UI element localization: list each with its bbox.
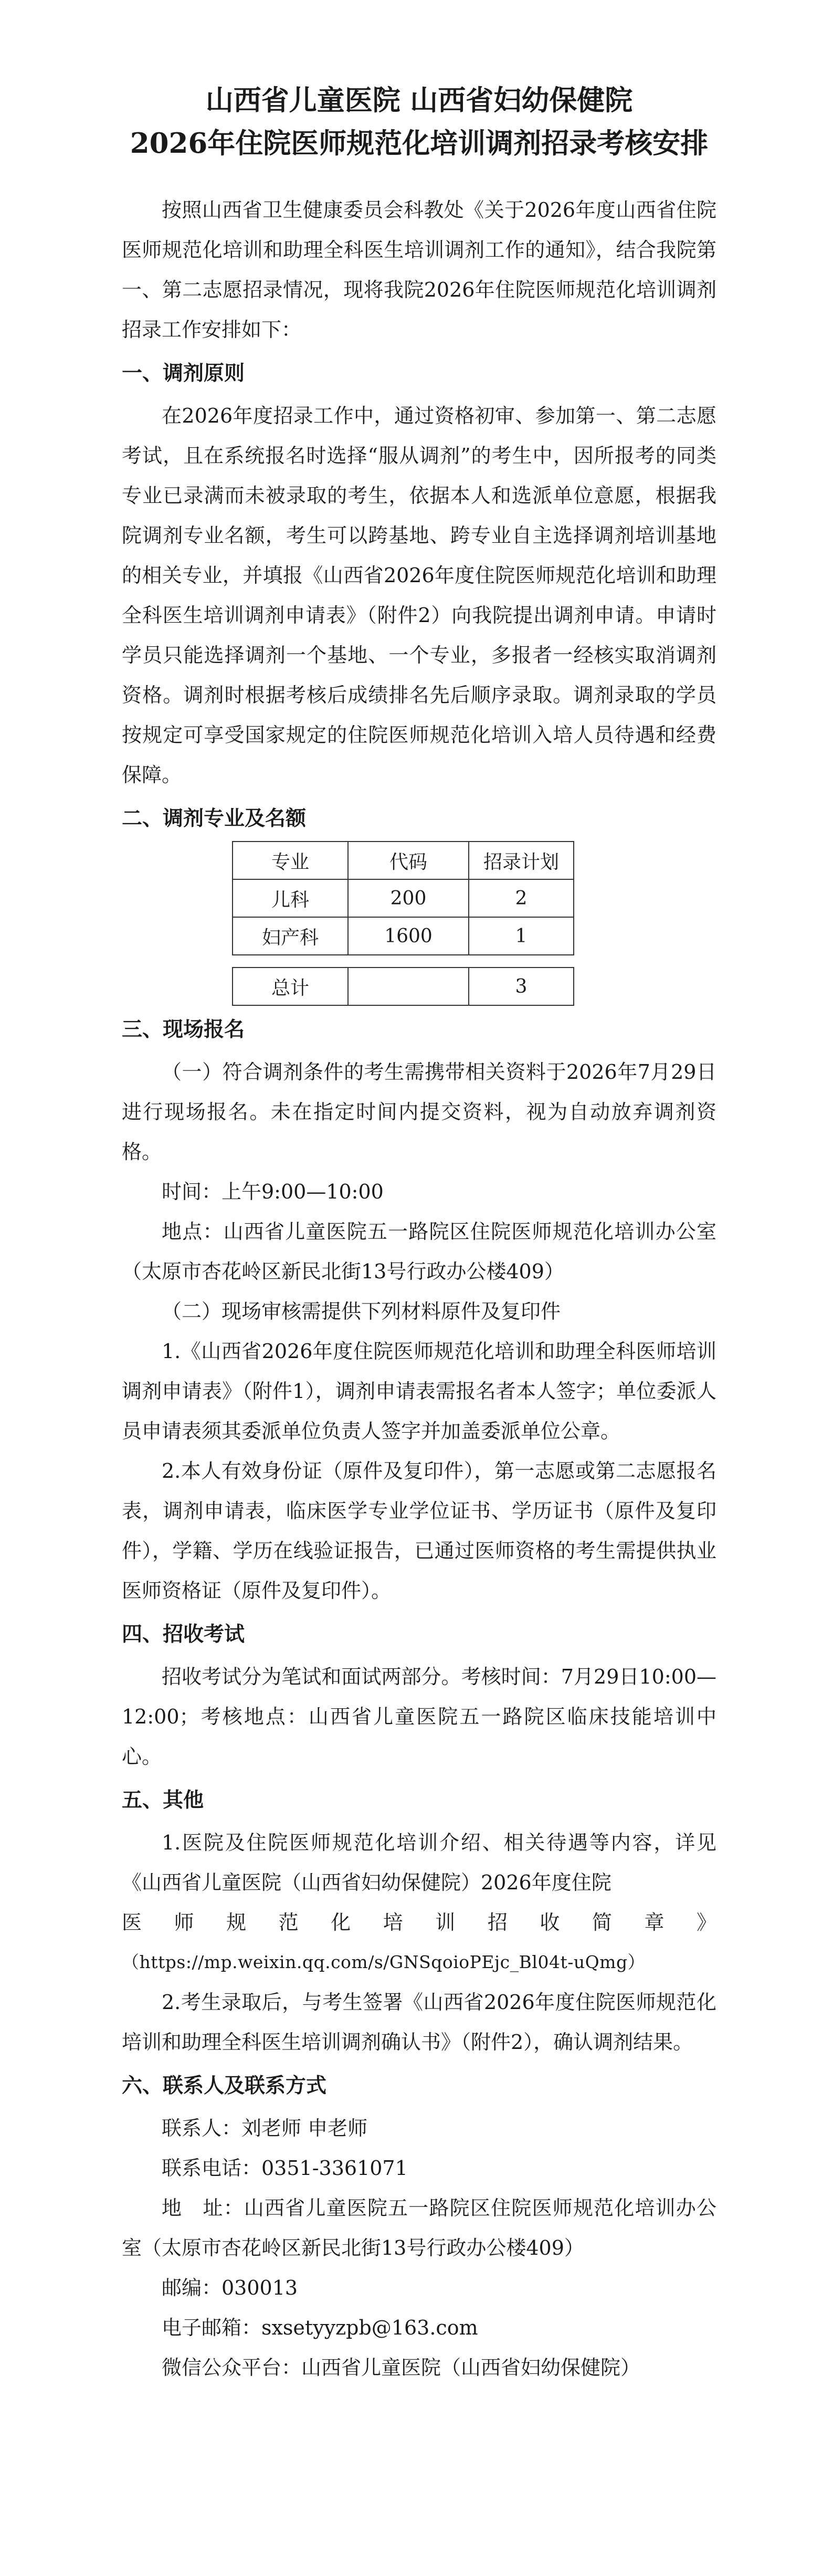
document-title (122, 79, 716, 165)
section-3-heading: 三、现场报名 (122, 1018, 245, 1042)
table-cell: 儿科 (233, 879, 348, 917)
contact-address: 地 址：山西省儿童医院五一路院区住院医师规范化培训办公室（太原市杏花岭区新民北街13号行政办公楼409） (122, 2196, 716, 2259)
quota-table (232, 841, 574, 955)
brochure-link[interactable]: （https://mp.weixin.qq.com/s/GNSqoioPEjc_Bl04t-uQmg） (122, 1952, 646, 1972)
section-5-heading: 五、其他 (122, 1789, 204, 1812)
section-4-heading: 四、招收考试 (122, 1623, 245, 1646)
intro-paragraph: 按照山西省卫生健康委员会科教处《关于2026年度山西省住院医师规范化培训和助理全科医生培训调剂工作的通知》，结合我院第一、第二志愿招录情况，现将我院2026年住院医师规范化培训调剂招录工作安排如下： (122, 198, 716, 341)
material-item-2: 2.本人有效身份证（原件及复印件），第一志愿或第二志愿报名表，调剂申请表，临床医学专业学位证书、学历证书（原件及复印件），学籍、学历在线验证报告，已通过医师资格的考生需提供执业医师资格证（原件及复印件）。 (122, 1459, 716, 1602)
contact-wechat: 微信公众平台：山西省儿童医院（山西省妇幼保健院） (162, 2356, 641, 2379)
registration-place: 地点：山西省儿童医院五一路院区住院医师规范化培训办公室（太原市杏花岭区新民北街13号行政办公楼409） (122, 1220, 716, 1283)
table-cell: 200 (348, 879, 469, 917)
table-cell: 妇产科 (233, 917, 348, 955)
section-3-paragraph-2: （二）现场审核需提供下列材料原件及复印件 (162, 1300, 561, 1323)
table-total-row (233, 968, 574, 1005)
table-row (233, 917, 574, 955)
table-header-cell: 专业 (233, 842, 348, 879)
section-3-paragraph-1: （一）符合调剂条件的考生需携带相关资料于2026年7月29日进行现场报名。未在指定时间内提交资料，视为自动放弃调剂资格。 (122, 1060, 716, 1163)
registration-time: 时间：上午9:00—10:00 (162, 1180, 384, 1203)
contact-postcode: 邮编：030013 (162, 2276, 298, 2299)
quota-table-wrapper (232, 841, 716, 1006)
table-header-cell: 招录计划 (469, 842, 574, 879)
section-1-text: 在2026年度招录工作中，通过资格初审、参加第一、第二志愿考试，且在系统报名时选择“服从调剂”的考生中，因所报考的同类专业已录满而未被录取的考生，依据本人和选派单位意愿，根据我院调剂专业名额，考生可以跨基地、跨专业自主选择调剂培训基地的相关专业，并填报《山西省2026年度住院医师规范化培训和助理全科医生培训调剂申请表》（附件2）向我院提出调剂申请。申请时学员只能选择调剂一个基地、一个专业，多报者一经核实取消调剂资格。调剂时根据考核后成绩排名先后顺序录取。调剂录取的学员按规定可享受国家规定的住院医师规范化培训入培人员待遇和经费保障。 (122, 404, 716, 786)
contact-person: 联系人：刘老师 申老师 (162, 2117, 368, 2140)
table-row (233, 879, 574, 917)
table-header-row (233, 842, 574, 879)
table-cell: 1600 (348, 917, 469, 955)
other-item-2: 2.考生录取后，与考生签署《山西省2026年度住院医师规范化培训和助理全科医生培训调剂确认书》（附件2），确认调剂结果。 (122, 1991, 716, 2054)
title-line-2: 2026年住院医师规范化培训调剂招录考核安排 (130, 127, 709, 160)
section-2-heading: 二、调剂专业及名额 (122, 807, 307, 830)
table-cell: 2 (469, 879, 574, 917)
table-cell: 1 (469, 917, 574, 955)
table-header-cell: 代码 (348, 842, 469, 879)
contact-email[interactable]: 电子邮箱：sxsetyyzpb@163.com (162, 2316, 478, 2339)
table-cell: 3 (469, 968, 574, 1005)
section-4-text: 招收考试分为笔试和面试两部分。考核时间：7月29日10:00—12:00；考核地点：山西省儿童医院五一路院区临床技能培训中心。 (122, 1665, 716, 1768)
title-line-1: 山西省儿童医院 山西省妇幼保健院 (205, 84, 633, 117)
section-6-heading: 六、联系人及联系方式 (122, 2074, 327, 2098)
material-item-1: 1.《山西省2026年度住院医师规范化培训和助理全科医师培训调剂申请表》（附件1），调剂申请表需报名者本人签字；单位委派人员申请表须其委派单位负责人签字并加盖委派单位公章。 (122, 1340, 716, 1443)
section-1-heading: 一、调剂原则 (122, 362, 245, 385)
other-item-1-brochure: 医 师 规 范 化 培 训 招 收 简 章 》 (122, 1911, 716, 1934)
contact-phone: 联系电话：0351-3361071 (162, 2157, 408, 2180)
quota-total-table (232, 967, 574, 1006)
other-item-1: 1.医院及住院医师规范化培训介绍、相关待遇等内容，详见《山西省儿童医院（山西省妇幼保健院）2026年度住院 (122, 1831, 716, 1894)
table-cell: 总计 (233, 968, 348, 1005)
table-cell (348, 968, 469, 1005)
